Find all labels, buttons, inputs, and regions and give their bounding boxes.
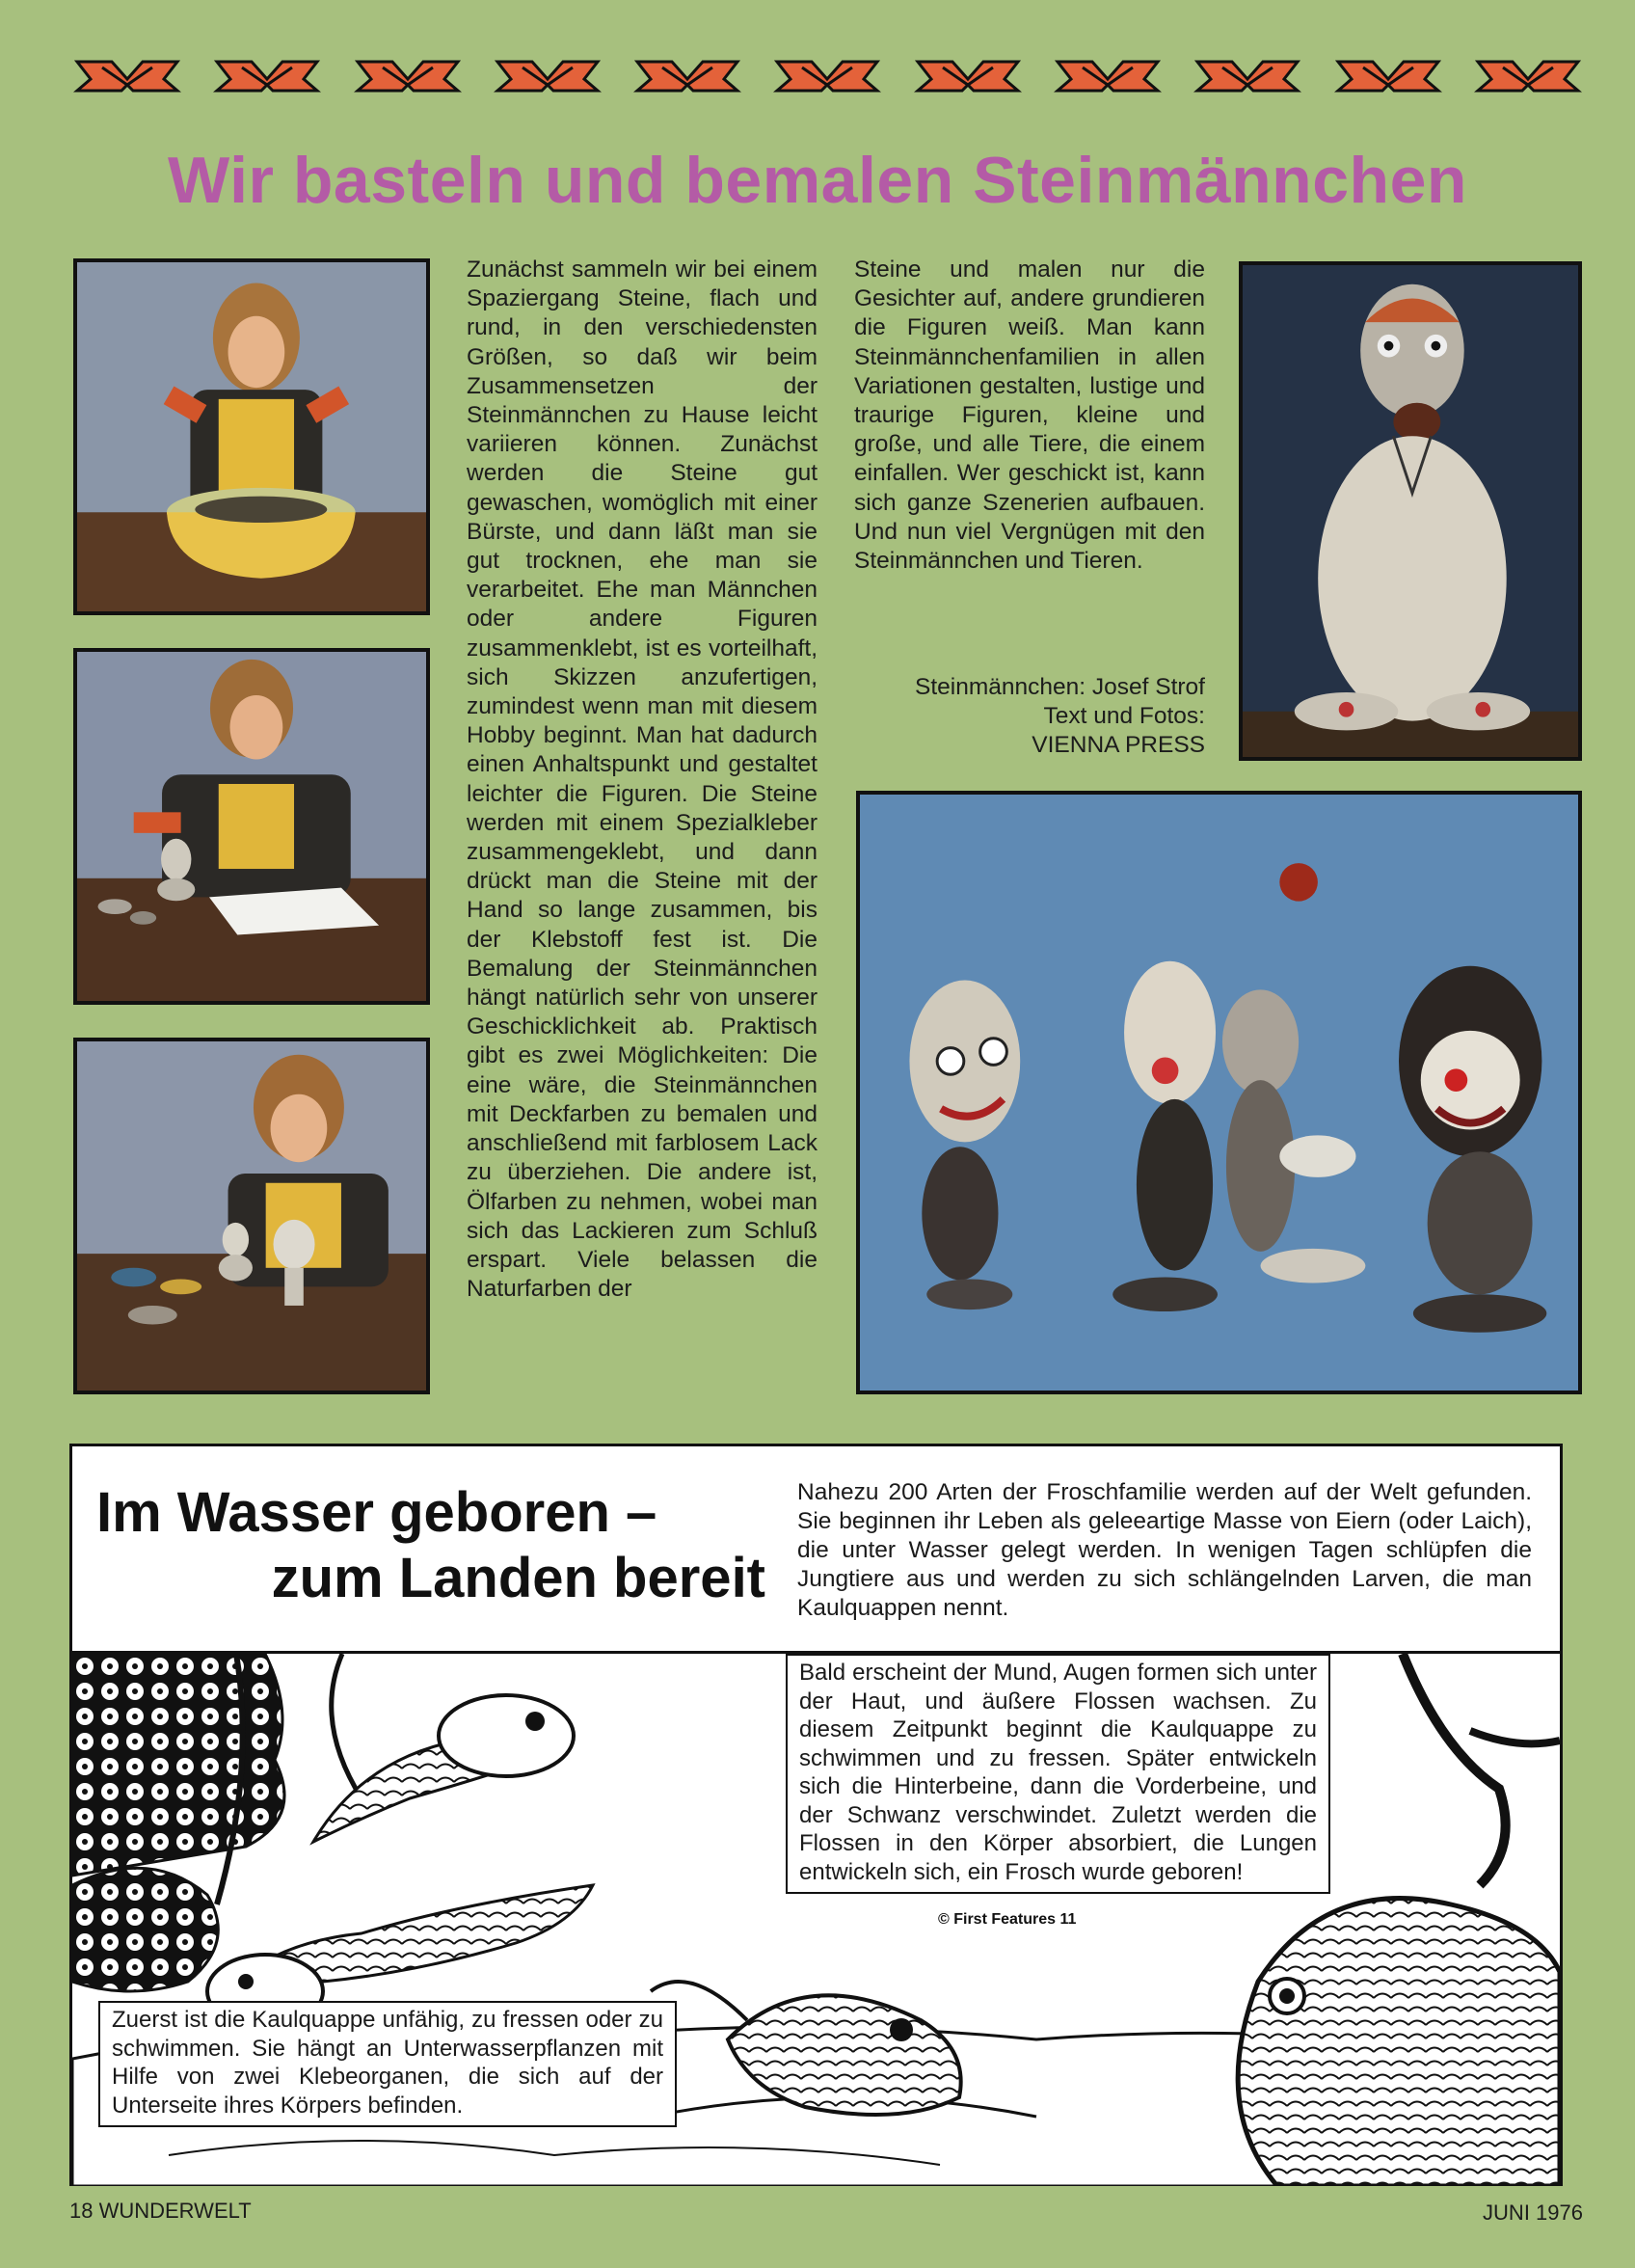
article-column-2: Steine und malen nur die Gesichter auf, andere grundieren die Figuren weiß. Man kann Steinmännchenfamilien in allen Variationen gestalten, lustige und traurige Figuren, kleine und große, und alle Tiere, die einem einfallen. Wer geschickt ist, kann sich ganze Szenerien aufbauen. Und nun viel Vergnügen mit den Steinmännchen und Tieren.: [854, 256, 1205, 575]
photo-girl-sketching: [73, 648, 430, 1005]
copyright-notice: © First Features 11: [938, 1911, 1077, 1928]
ornament-icon: [1474, 56, 1582, 96]
credit-text-photos: Text und Fotos: VIENNA PRESS: [1032, 703, 1205, 758]
ornament-icon: [1334, 56, 1442, 96]
photo-stone-man: [1239, 261, 1582, 761]
ornament-icon: [914, 56, 1022, 96]
ornament-icon: [354, 56, 462, 96]
frog-section-title: [96, 1480, 771, 1611]
article-title: Wir basteln und bemalen Steinmännchen: [168, 144, 1467, 217]
photo-girl-painting: [73, 1038, 430, 1394]
ornament-icon: [1054, 56, 1162, 96]
photo-stone-family: [856, 791, 1582, 1394]
frog-intro-text: Nahezu 200 Arten der Froschfamilie werden auf der Welt gefunden. Sie beginnen ihr Leben als geleeartige Masse von Eiern (oder Laich), die unter Wasser gelegt werden. In wenigen Tagen schlüpfen die Jungtiere aus und werden zu sich schlängelnden Larven, die man Kaulquappen nennt.: [797, 1479, 1532, 1621]
ornament-row: [73, 56, 1582, 98]
frog-title-line-1: Im Wasser geboren –: [96, 1481, 657, 1544]
ornament-icon: [773, 56, 881, 96]
ornament-icon: [633, 56, 741, 96]
article-column-1: Zunächst sammeln wir bei einem Spaziergang Steine, flach und rund, in den verschiedensten Größen, so daß wir beim Zusammensetzen der Steinmännchen zu Hause leicht variieren können. Zunächst werden die Steine gut gewaschen, womöglich mit einer Bürste, und dann läßt man sie gut trocknen, ehe man sie verarbeitet. Ehe man Männchen oder andere Figuren zusammenklebt, ist es vorteilhaft, sich Skizzen anzufertigen, zumindest wenn man mit diesem Hobby beginnt. Man hat dadurch einen Anhaltspunkt und gestaltet leichter die Figuren. Die Steine werden mit einem Spezialkleber zusammengeklebt, und dann drückt man die Steine mit der Hand so lange zusammen, bis der Klebstoff fest ist. Die Bemalung der Steinmännchen hängt natürlich sehr von unserer Geschicklichkeit ab. Praktisch gibt es zwei Möglichkeiten: Die eine wäre, die Steinmännchen mit Deckfarben zu bemalen und anschließend mit farblosem Lack zu überziehen. Die andere ist, Ölfarben zu nehmen, wobei man sich das Lackieren zum Schluß erspart. Viele belassen die Naturfarben der: [467, 256, 818, 1303]
photo-credits: [854, 673, 1205, 760]
page-footer-right: JUNI 1976: [1483, 2200, 1583, 2225]
page-footer-left: 18 WUNDERWELT: [69, 2199, 252, 2223]
ornament-icon: [1193, 56, 1301, 96]
frog-text-box-left: Zuerst ist die Kaulquappe unfähig, zu fressen oder zu schwimmen. Sie hängt an Unterwasserpflanzen mit Hilfe von zwei Klebeorganen, die sich auf der Unterseite ihres Körpers befinden.: [98, 2001, 677, 2127]
ornament-icon: [494, 56, 602, 96]
credit-sculptor: Steinmännchen: Josef Strof: [915, 674, 1205, 700]
ornament-icon: [213, 56, 321, 96]
frog-text-box-right: Bald erscheint der Mund, Augen formen sich unter der Haut, und äußere Flossen wachsen. Zu diesem Zeitpunkt beginnt die Kaulquappe zu schwimmen und zu fressen. Später entwickeln sich die Hinterbeine, dann die Vorderbeine, und der Schwanz verschwindet. Zuletzt werden die Flossen in den Körper absorbiert, die Lungen entwickeln sich, ein Frosch wurde geboren!: [786, 1654, 1330, 1894]
photo-girl-washing-stones: [73, 258, 430, 615]
ornament-icon: [73, 56, 181, 96]
frog-title-line-2: zum Landen bereit: [271, 1547, 765, 1609]
